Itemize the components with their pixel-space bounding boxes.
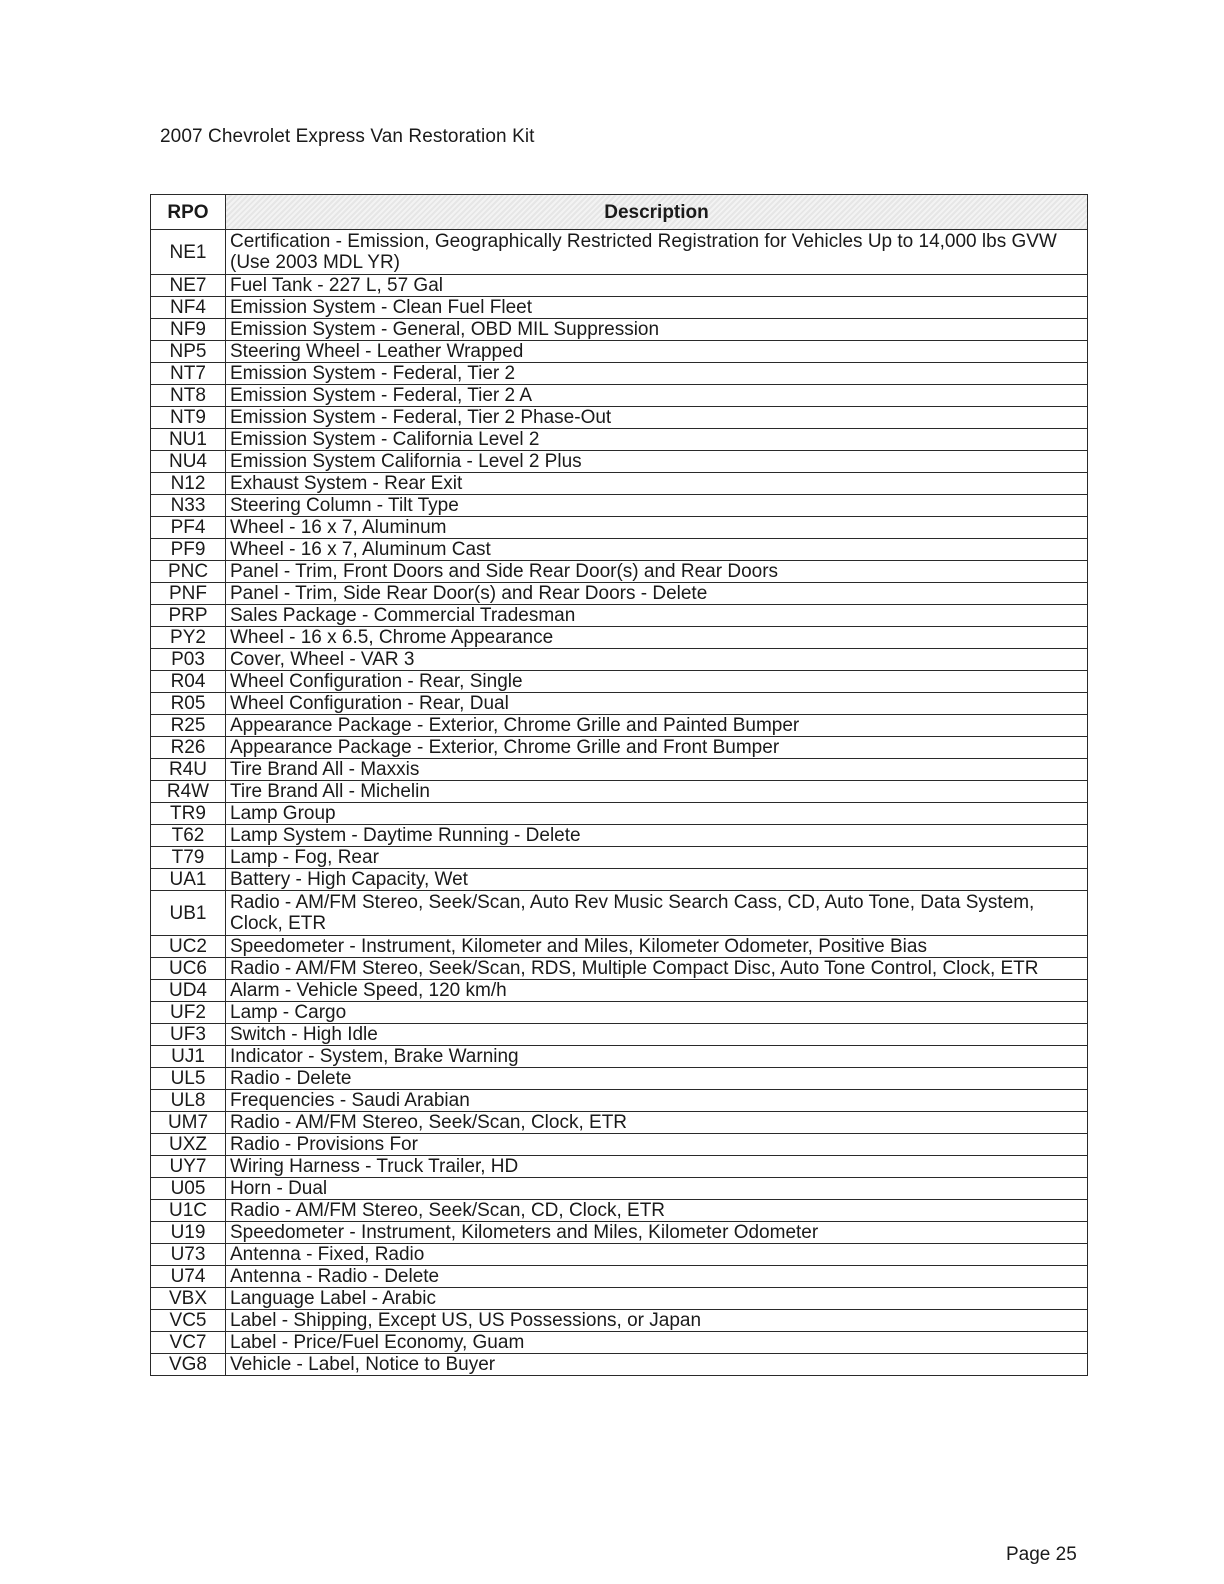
table-row — [151, 869, 1088, 891]
rpo-code: NE7 — [151, 275, 226, 297]
rpo-code: UD4 — [151, 980, 226, 1002]
rpo-description: Antenna - Radio - Delete — [226, 1266, 1088, 1288]
table-row — [151, 980, 1088, 1002]
rpo-description: Emission System California - Level 2 Plus — [226, 451, 1088, 473]
table-row — [151, 781, 1088, 803]
rpo-code: NT7 — [151, 363, 226, 385]
rpo-code: N33 — [151, 495, 226, 517]
table-row — [151, 825, 1088, 847]
table-row — [151, 1112, 1088, 1134]
rpo-description: Label - Shipping, Except US, US Possessions, or Japan — [226, 1310, 1088, 1332]
table-row — [151, 1156, 1088, 1178]
rpo-code: NT8 — [151, 385, 226, 407]
rpo-description: Speedometer - Instrument, Kilometer and Miles, Kilometer Odometer, Positive Bias — [226, 936, 1088, 958]
rpo-description: Wiring Harness - Truck Trailer, HD — [226, 1156, 1088, 1178]
rpo-description: Tire Brand All - Michelin — [226, 781, 1088, 803]
table-row — [151, 1354, 1088, 1376]
rpo-description: Radio - Delete — [226, 1068, 1088, 1090]
rpo-description: Radio - AM/FM Stereo, Seek/Scan, RDS, Multiple Compact Disc, Auto Tone Control, Clock, ETR — [226, 958, 1088, 980]
table-row — [151, 1024, 1088, 1046]
rpo-description: Certification - Emission, Geographically Restricted Registration for Vehicles Up to 14,000 lbs GVW (Use 2003 MDL YR) — [226, 230, 1088, 275]
table-row — [151, 1178, 1088, 1200]
rpo-code: PNC — [151, 561, 226, 583]
rpo-description: Appearance Package - Exterior, Chrome Grille and Painted Bumper — [226, 715, 1088, 737]
table-row — [151, 1310, 1088, 1332]
table-body — [151, 230, 1088, 1376]
table-row — [151, 737, 1088, 759]
rpo-description: Appearance Package - Exterior, Chrome Grille and Front Bumper — [226, 737, 1088, 759]
rpo-code: R05 — [151, 693, 226, 715]
rpo-code: VC7 — [151, 1332, 226, 1354]
rpo-code: R4U — [151, 759, 226, 781]
description-column-header: Description — [226, 195, 1088, 230]
table-row — [151, 1134, 1088, 1156]
rpo-code: P03 — [151, 649, 226, 671]
rpo-description: Emission System - California Level 2 — [226, 429, 1088, 451]
table-row — [151, 1266, 1088, 1288]
table-row — [151, 407, 1088, 429]
rpo-description: Language Label - Arabic — [226, 1288, 1088, 1310]
rpo-code: UM7 — [151, 1112, 226, 1134]
rpo-code: NP5 — [151, 341, 226, 363]
rpo-description: Radio - AM/FM Stereo, Seek/Scan, Auto Rev Music Search Cass, CD, Auto Tone, Data System, Clock, ETR — [226, 891, 1088, 936]
table-row — [151, 275, 1088, 297]
rpo-code: R4W — [151, 781, 226, 803]
rpo-code: UXZ — [151, 1134, 226, 1156]
rpo-description: Emission System - Federal, Tier 2 A — [226, 385, 1088, 407]
rpo-code: UF3 — [151, 1024, 226, 1046]
rpo-code: R04 — [151, 671, 226, 693]
rpo-code: PNF — [151, 583, 226, 605]
rpo-description: Antenna - Fixed, Radio — [226, 1244, 1088, 1266]
rpo-code: VC5 — [151, 1310, 226, 1332]
rpo-code: UL5 — [151, 1068, 226, 1090]
rpo-code: NU1 — [151, 429, 226, 451]
rpo-description: Wheel - 16 x 7, Aluminum Cast — [226, 539, 1088, 561]
rpo-code: N12 — [151, 473, 226, 495]
rpo-description: Label - Price/Fuel Economy, Guam — [226, 1332, 1088, 1354]
table-row — [151, 715, 1088, 737]
table-row — [151, 363, 1088, 385]
table-row — [151, 605, 1088, 627]
rpo-description: Panel - Trim, Side Rear Door(s) and Rear Doors - Delete — [226, 583, 1088, 605]
table-row — [151, 803, 1088, 825]
table-row — [151, 671, 1088, 693]
table-row — [151, 1090, 1088, 1112]
rpo-description: Frequencies - Saudi Arabian — [226, 1090, 1088, 1112]
rpo-code: UL8 — [151, 1090, 226, 1112]
rpo-code: U1C — [151, 1200, 226, 1222]
rpo-code: T62 — [151, 825, 226, 847]
rpo-description: Exhaust System - Rear Exit — [226, 473, 1088, 495]
table-row — [151, 385, 1088, 407]
rpo-code: UJ1 — [151, 1046, 226, 1068]
rpo-table — [150, 194, 1088, 1376]
rpo-code: UC6 — [151, 958, 226, 980]
rpo-description: Cover, Wheel - VAR 3 — [226, 649, 1088, 671]
table-header-row — [151, 195, 1088, 230]
table-row — [151, 1332, 1088, 1354]
table-row — [151, 847, 1088, 869]
rpo-code: UF2 — [151, 1002, 226, 1024]
rpo-description: Radio - AM/FM Stereo, Seek/Scan, CD, Clock, ETR — [226, 1200, 1088, 1222]
rpo-code: T79 — [151, 847, 226, 869]
table-row — [151, 429, 1088, 451]
rpo-description: Lamp - Fog, Rear — [226, 847, 1088, 869]
table-row — [151, 341, 1088, 363]
rpo-code: TR9 — [151, 803, 226, 825]
table-row — [151, 230, 1088, 275]
table-row — [151, 319, 1088, 341]
table-row — [151, 649, 1088, 671]
rpo-description: Panel - Trim, Front Doors and Side Rear Door(s) and Rear Doors — [226, 561, 1088, 583]
table-row — [151, 297, 1088, 319]
rpo-description: Emission System - Federal, Tier 2 Phase-Out — [226, 407, 1088, 429]
table-row — [151, 1002, 1088, 1024]
rpo-description: Speedometer - Instrument, Kilometers and Miles, Kilometer Odometer — [226, 1222, 1088, 1244]
rpo-description: Emission System - Federal, Tier 2 — [226, 363, 1088, 385]
rpo-code: PF9 — [151, 539, 226, 561]
rpo-code: VG8 — [151, 1354, 226, 1376]
rpo-code: NF9 — [151, 319, 226, 341]
rpo-column-header: RPO — [151, 195, 226, 230]
table-row — [151, 451, 1088, 473]
table-row — [151, 1046, 1088, 1068]
rpo-code: U73 — [151, 1244, 226, 1266]
page-number: Page 25 — [1006, 1544, 1077, 1565]
table-row — [151, 539, 1088, 561]
rpo-code: PY2 — [151, 627, 226, 649]
document-title: 2007 Chevrolet Express Van Restoration Kit — [160, 126, 535, 147]
rpo-description: Indicator - System, Brake Warning — [226, 1046, 1088, 1068]
rpo-code: R25 — [151, 715, 226, 737]
rpo-description: Lamp Group — [226, 803, 1088, 825]
rpo-code: UC2 — [151, 936, 226, 958]
rpo-code: PF4 — [151, 517, 226, 539]
rpo-description: Vehicle - Label, Notice to Buyer — [226, 1354, 1088, 1376]
table-row — [151, 958, 1088, 980]
rpo-description: Steering Column - Tilt Type — [226, 495, 1088, 517]
rpo-description: Wheel Configuration - Rear, Single — [226, 671, 1088, 693]
table-row — [151, 473, 1088, 495]
rpo-description: Wheel - 16 x 6.5, Chrome Appearance — [226, 627, 1088, 649]
rpo-description: Steering Wheel - Leather Wrapped — [226, 341, 1088, 363]
rpo-code: U05 — [151, 1178, 226, 1200]
table-row — [151, 561, 1088, 583]
rpo-description: Emission System - Clean Fuel Fleet — [226, 297, 1088, 319]
rpo-description: Sales Package - Commercial Tradesman — [226, 605, 1088, 627]
table-row — [151, 759, 1088, 781]
table-row — [151, 1068, 1088, 1090]
table-row — [151, 627, 1088, 649]
rpo-code: UB1 — [151, 891, 226, 936]
rpo-description: Wheel - 16 x 7, Aluminum — [226, 517, 1088, 539]
table-row — [151, 936, 1088, 958]
rpo-description: Tire Brand All - Maxxis — [226, 759, 1088, 781]
table-row — [151, 891, 1088, 936]
table-row — [151, 1222, 1088, 1244]
rpo-description: Horn - Dual — [226, 1178, 1088, 1200]
rpo-code: U74 — [151, 1266, 226, 1288]
rpo-code: PRP — [151, 605, 226, 627]
rpo-code: NU4 — [151, 451, 226, 473]
rpo-description: Wheel Configuration - Rear, Dual — [226, 693, 1088, 715]
rpo-code: UY7 — [151, 1156, 226, 1178]
rpo-description: Battery - High Capacity, Wet — [226, 869, 1088, 891]
table-row — [151, 1244, 1088, 1266]
rpo-description: Radio - Provisions For — [226, 1134, 1088, 1156]
table-row — [151, 1200, 1088, 1222]
rpo-description: Switch - High Idle — [226, 1024, 1088, 1046]
rpo-description: Emission System - General, OBD MIL Suppression — [226, 319, 1088, 341]
rpo-code: VBX — [151, 1288, 226, 1310]
rpo-code: R26 — [151, 737, 226, 759]
rpo-code: NT9 — [151, 407, 226, 429]
table-row — [151, 1288, 1088, 1310]
table-row — [151, 583, 1088, 605]
rpo-description: Alarm - Vehicle Speed, 120 km/h — [226, 980, 1088, 1002]
rpo-description: Lamp - Cargo — [226, 1002, 1088, 1024]
rpo-description: Fuel Tank - 227 L, 57 Gal — [226, 275, 1088, 297]
rpo-description: Radio - AM/FM Stereo, Seek/Scan, Clock, ETR — [226, 1112, 1088, 1134]
rpo-code: UA1 — [151, 869, 226, 891]
table-row — [151, 495, 1088, 517]
table-row — [151, 693, 1088, 715]
table-row — [151, 517, 1088, 539]
rpo-description: Lamp System - Daytime Running - Delete — [226, 825, 1088, 847]
rpo-code: NF4 — [151, 297, 226, 319]
rpo-code: U19 — [151, 1222, 226, 1244]
rpo-code: NE1 — [151, 230, 226, 275]
